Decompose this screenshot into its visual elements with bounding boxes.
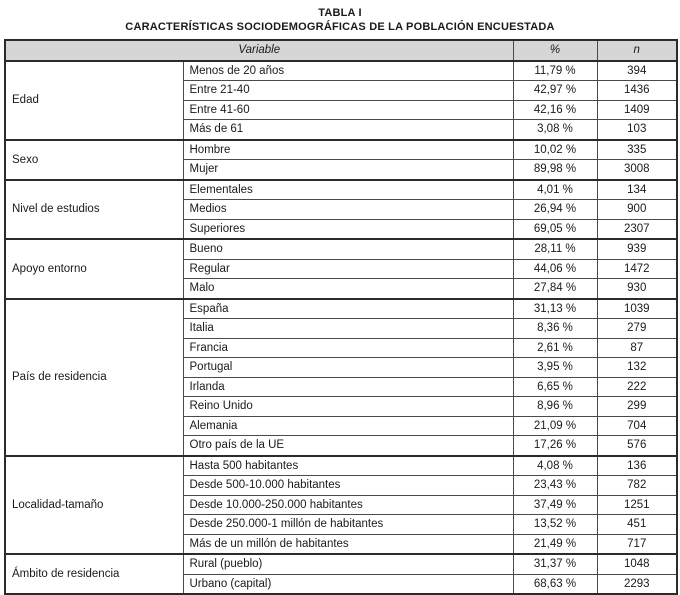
n-cell: 3008 (597, 160, 677, 180)
category-cell: Otro país de la UE (183, 436, 513, 456)
n-cell: 1048 (597, 554, 677, 574)
n-cell: 1436 (597, 81, 677, 101)
n-cell: 134 (597, 180, 677, 200)
category-cell: Hasta 500 habitantes (183, 456, 513, 476)
percent-cell: 44,06 % (513, 259, 597, 279)
n-cell: 103 (597, 120, 677, 140)
table-row (5, 61, 677, 81)
percent-cell: 68,63 % (513, 574, 597, 594)
category-cell: Italia (183, 319, 513, 339)
category-cell: Entre 41-60 (183, 100, 513, 120)
percent-cell: 37,49 % (513, 495, 597, 515)
table-number-title: TABLA I (318, 7, 362, 19)
percent-cell: 13,52 % (513, 515, 597, 535)
n-cell: 576 (597, 436, 677, 456)
percent-cell: 4,01 % (513, 180, 597, 200)
category-cell: Más de 61 (183, 120, 513, 140)
table-title-block (4, 6, 676, 34)
group-label: Nivel de estudios (5, 180, 183, 240)
category-cell: Bueno (183, 239, 513, 259)
category-cell: Portugal (183, 358, 513, 378)
category-cell: Desde 500-10.000 habitantes (183, 476, 513, 496)
percent-cell: 31,13 % (513, 299, 597, 319)
percent-cell: 69,05 % (513, 219, 597, 239)
table-row (5, 554, 677, 574)
percent-cell: 6,65 % (513, 377, 597, 397)
category-cell: Desde 250.000-1 millón de habitantes (183, 515, 513, 535)
n-cell: 279 (597, 319, 677, 339)
n-cell: 87 (597, 338, 677, 358)
n-cell: 1251 (597, 495, 677, 515)
category-cell: Desde 10.000-250.000 habitantes (183, 495, 513, 515)
table-row (5, 299, 677, 319)
n-cell: 930 (597, 279, 677, 299)
n-cell: 1409 (597, 100, 677, 120)
table-header-row (5, 40, 677, 61)
category-cell: Rural (pueblo) (183, 554, 513, 574)
percent-cell: 3,08 % (513, 120, 597, 140)
table-caption: CARACTERÍSTICAS SOCIODEMOGRÁFICAS DE LA POBLACIÓN ENCUESTADA (125, 21, 555, 33)
n-cell: 394 (597, 61, 677, 81)
table-row (5, 456, 677, 476)
percent-cell: 21,49 % (513, 534, 597, 554)
percent-cell: 3,95 % (513, 358, 597, 378)
n-cell: 222 (597, 377, 677, 397)
category-cell: España (183, 299, 513, 319)
group-label: Apoyo entorno (5, 239, 183, 299)
n-cell: 717 (597, 534, 677, 554)
percent-cell: 2,61 % (513, 338, 597, 358)
table-row (5, 239, 677, 259)
category-cell: Urbano (capital) (183, 574, 513, 594)
category-cell: Superiores (183, 219, 513, 239)
category-cell: Elementales (183, 180, 513, 200)
group-label: Ámbito de residencia (5, 554, 183, 594)
n-cell: 2307 (597, 219, 677, 239)
n-cell: 782 (597, 476, 677, 496)
n-cell: 900 (597, 200, 677, 220)
category-cell: Menos de 20 años (183, 61, 513, 81)
percent-cell: 17,26 % (513, 436, 597, 456)
percent-cell: 4,08 % (513, 456, 597, 476)
group-label: Sexo (5, 140, 183, 180)
category-cell: Regular (183, 259, 513, 279)
percent-cell: 21,09 % (513, 416, 597, 436)
group-label: Localidad-tamaño (5, 456, 183, 555)
percent-cell: 42,16 % (513, 100, 597, 120)
category-cell: Entre 21-40 (183, 81, 513, 101)
n-cell: 451 (597, 515, 677, 535)
percent-cell: 23,43 % (513, 476, 597, 496)
category-cell: Más de un millón de habitantes (183, 534, 513, 554)
n-cell: 939 (597, 239, 677, 259)
percent-cell: 10,02 % (513, 140, 597, 160)
category-cell: Reino Unido (183, 397, 513, 417)
category-cell: Mujer (183, 160, 513, 180)
percent-cell: 11,79 % (513, 61, 597, 81)
table-row (5, 180, 677, 200)
header-percent: % (513, 40, 597, 61)
percent-cell: 26,94 % (513, 200, 597, 220)
category-cell: Irlanda (183, 377, 513, 397)
percent-cell: 31,37 % (513, 554, 597, 574)
group-label: Edad (5, 61, 183, 140)
group-label: País de residencia (5, 299, 183, 456)
n-cell: 704 (597, 416, 677, 436)
header-variable: Variable (5, 40, 513, 61)
n-cell: 2293 (597, 574, 677, 594)
table-body (5, 61, 677, 595)
n-cell: 335 (597, 140, 677, 160)
category-cell: Francia (183, 338, 513, 358)
n-cell: 1472 (597, 259, 677, 279)
n-cell: 1039 (597, 299, 677, 319)
percent-cell: 42,97 % (513, 81, 597, 101)
sociodemographic-table (4, 39, 678, 595)
category-cell: Malo (183, 279, 513, 299)
n-cell: 132 (597, 358, 677, 378)
table-row (5, 140, 677, 160)
n-cell: 299 (597, 397, 677, 417)
percent-cell: 8,96 % (513, 397, 597, 417)
percent-cell: 28,11 % (513, 239, 597, 259)
percent-cell: 89,98 % (513, 160, 597, 180)
category-cell: Alemania (183, 416, 513, 436)
category-cell: Medios (183, 200, 513, 220)
percent-cell: 27,84 % (513, 279, 597, 299)
n-cell: 136 (597, 456, 677, 476)
header-n: n (597, 40, 677, 61)
category-cell: Hombre (183, 140, 513, 160)
percent-cell: 8,36 % (513, 319, 597, 339)
